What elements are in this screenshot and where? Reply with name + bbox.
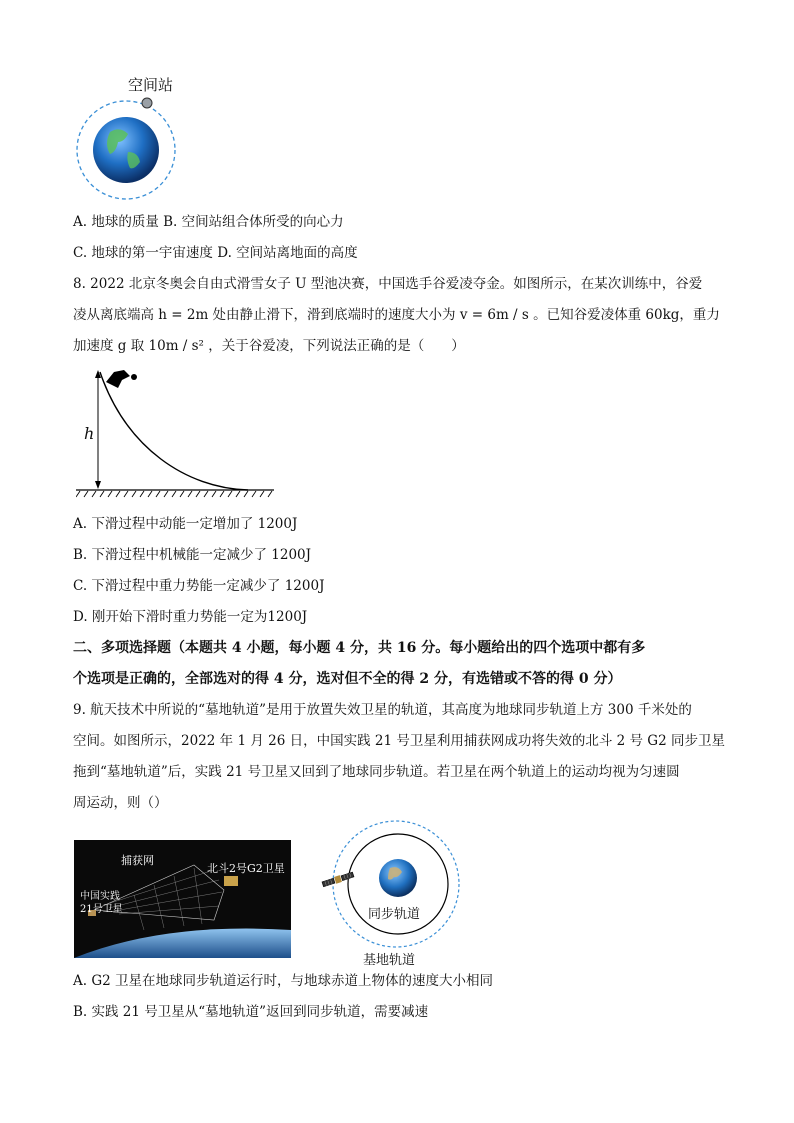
- sj21-label-line-1: 中国实践: [80, 891, 120, 902]
- sj21-label-line-2: 21号卫星: [80, 904, 123, 915]
- graveyard-orbit-label: 基地轨道: [363, 953, 416, 968]
- q8-option-c: C. 下滑过程中重力势能一定减少了 1200J: [73, 578, 325, 594]
- slope-diagram: [76, 368, 286, 500]
- q9-stem-line-1: 9. 航天技术中所说的“墓地轨道”是用于放置失效卫星的轨道，其高度为地球同步轨道上方 300 千米处的: [73, 702, 692, 718]
- q9-option-a: A. G2 卫星在地球同步轨道运行时，与地球赤道上物体的速度大小相同: [73, 973, 493, 989]
- q8-option-b: B. 下滑过程中机械能一定减少了 1200J: [73, 547, 312, 563]
- earth: [93, 117, 159, 183]
- net-label: 捕获网: [121, 854, 154, 867]
- q8-stem-line-2: 凌从离底端高 h = 2m 处由静止滑下，滑到底端时的速度大小为 v = 6m / s 。已知谷爱凌体重 60kg，重力: [73, 307, 720, 323]
- q7-option-line-2: C. 地球的第一宇宙速度 D. 空间站离地面的高度: [73, 245, 358, 261]
- orbit-diagram: [316, 820, 466, 968]
- earth-small: [379, 859, 417, 897]
- earth-orbit-diagram: [72, 70, 187, 200]
- station-figure: [72, 70, 187, 200]
- station-label: 空间站: [128, 76, 174, 94]
- height-label: h: [84, 424, 95, 443]
- q9-stem-line-3: 拖到“墓地轨道”后，实践 21 号卫星又回到了地球同步轨道。若卫星在两个轨道上的运动均视为匀速圆: [73, 764, 680, 780]
- q8-stem-line-1: 8. 2022 北京冬奥会自由式滑雪女子 U 型池决赛，中国选手谷爱凌夺金。如图所示，在某次训练中，谷爱: [73, 276, 703, 292]
- section2-heading-line-2: 个选项是正确的，全部选对的得 4 分，选对但不全的得 2 分，有选错或不答的得 0 分）: [73, 671, 622, 687]
- station-dot: [142, 98, 152, 108]
- satellite-icon: [322, 871, 355, 888]
- slope-figure: [76, 368, 286, 500]
- q8-stem-line-3: 加速度 g 取 10m / s² ，关于谷爱凌，下列说法正确的是（ ）: [73, 338, 465, 354]
- q8-option-d: D. 刚开始下滑时重力势能一定为1200J: [73, 609, 308, 625]
- beidou-label: 北斗2号G2卫星: [207, 862, 285, 875]
- q9-option-b: B. 实践 21 号卫星从“墓地轨道”返回到同步轨道，需要减速: [73, 1004, 429, 1020]
- section2-heading-line-1: 二、多项选择题（本题共 4 小题，每小题 4 分，共 16 分。每小题给出的四个选项中都有多: [73, 640, 646, 656]
- orbit-figure: [316, 820, 466, 968]
- sync-orbit-label: 同步轨道: [368, 907, 421, 922]
- capture-photo: [74, 840, 291, 958]
- q9-stem-line-2: 空间。如图所示，2022 年 1 月 26 日，中国实践 21 号卫星利用捕获网成功将失效的北斗 2 号 G2 同步卫星: [73, 733, 725, 749]
- q7-option-line-1: A. 地球的质量 B. 空间站组合体所受的向心力: [73, 214, 344, 230]
- q8-option-a: A. 下滑过程中动能一定增加了 1200J: [73, 516, 298, 532]
- q9-stem-line-4: 周运动，则（）: [73, 795, 168, 811]
